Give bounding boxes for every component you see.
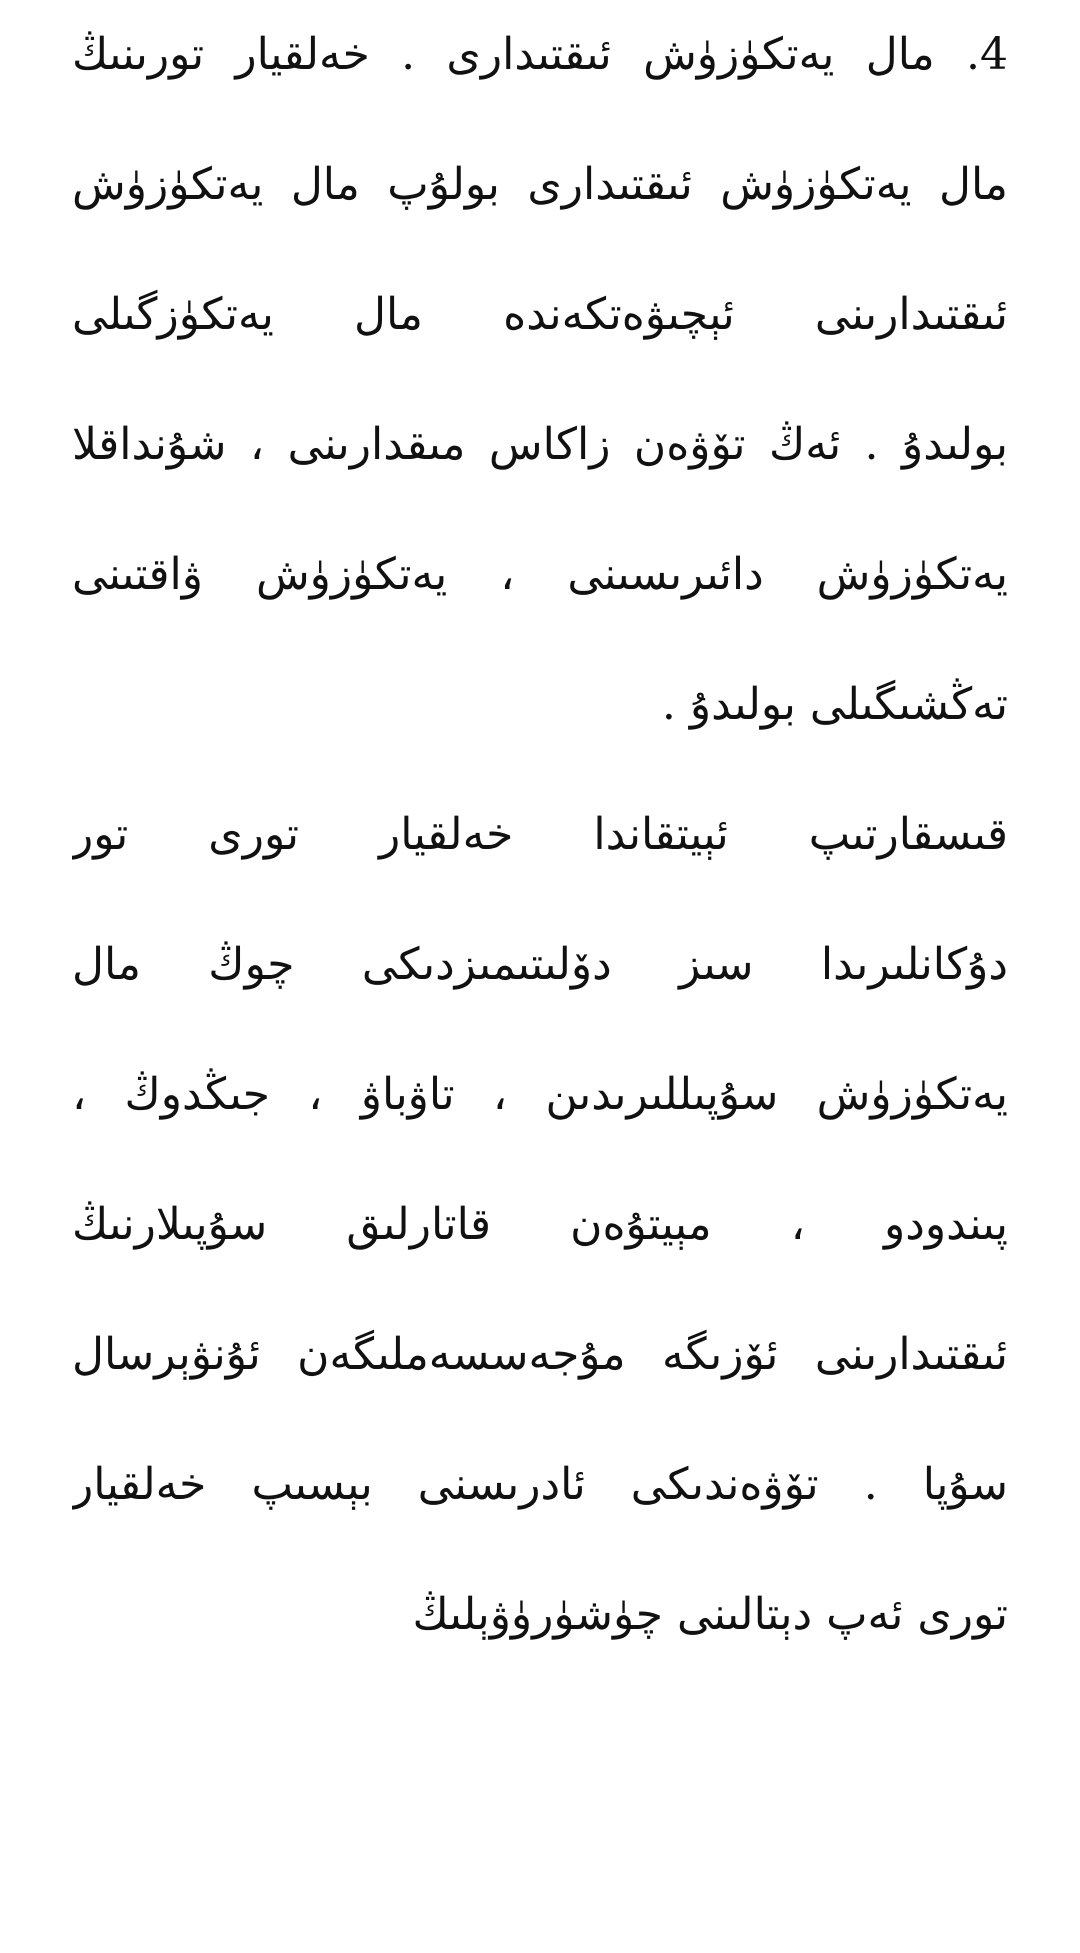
- text-line-8: دۇكانلىرىدا سىز دۆلىتىمىزدىكى چوڭ مال: [72, 939, 1008, 990]
- text-line-10: پىندودو ، مېيتۇەن قاتارلىق سۇپىلارنىڭ: [72, 1199, 1008, 1250]
- text-line-12: سۇپا . تۆۋەندىكى ئادرىسنى بېسىپ خەلقيار: [72, 1459, 1008, 1510]
- text-line-7: قىسقارتىپ ئېيتقاندا خەلقيار تورى تور: [72, 809, 1008, 860]
- text-line-3: ئىقتىدارىنى ئېچىۋەتكەندە مال يەتكۈزگىلى: [72, 289, 1008, 340]
- text-line-5: يەتكۈزۈش دائىرىسىنى ، يەتكۈزۈش ۋاقتىنى: [72, 549, 1008, 600]
- document-body: [72, 20, 1008, 1710]
- text-line-9: يەتكۈزۈش سۇپىللىرىدىن ، تاۋباۋ ، جىڭدوڭ ،: [72, 1069, 1008, 1120]
- text-line-4: بولىدۇ . ئەڭ تۆۋەن زاكاس مىقدارىنى ، شۇنداقلا: [72, 419, 1008, 470]
- text-line-2: مال يەتكۈزۈش ئىقتىدارى بولۇپ مال يەتكۈزۈش: [72, 159, 1008, 210]
- text-line-11: ئىقتىدارىنى ئۆزىگە مۇجەسسەملىگەن ئۇنۋېرسال: [72, 1329, 1008, 1380]
- text-line-13: تورى ئەپ دېتالىنى چۈشۈرۈۋېلىڭ: [412, 1589, 1008, 1640]
- text-line-6: تەڭشىگىلى بولىدۇ .: [661, 679, 1008, 730]
- text-line-1: 4. مال يەتكۈزۈش ئىقتىدارى . خەلقيار تورىنىڭ: [72, 29, 1008, 80]
